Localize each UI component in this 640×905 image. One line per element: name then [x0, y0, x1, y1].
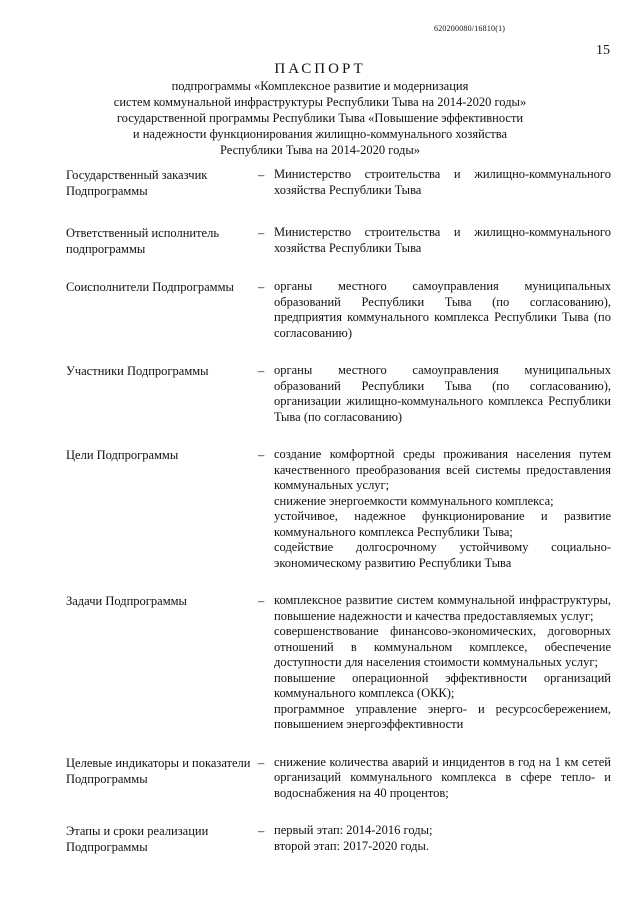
passport-row-goals — [66, 447, 611, 571]
row-label: Этапы и сроки реализации Подпрограммы — [66, 824, 209, 854]
passport-row-indicators — [66, 755, 611, 802]
row-dash: – — [258, 168, 265, 182]
passport-row-stages — [66, 823, 611, 855]
subtitle-line: систем коммунальной инфраструктуры Республики Тыва на 2014-2020 годы» — [113, 95, 527, 109]
row-dash: – — [258, 364, 265, 378]
subtitle-line: подпрограммы «Комплексное развитие и модернизация — [171, 79, 469, 93]
passport-row-tasks — [66, 593, 611, 733]
row-label: Целевые индикаторы и показатели Подпрограммы — [66, 755, 251, 786]
row-content: Министерство строительства и жилищно-коммунального хозяйства Республики Тыва — [274, 225, 611, 255]
row-label: Государственный заказчик Подпрограммы — [66, 168, 208, 198]
row-content: снижение количества аварий и инцидентов в год на 1 км сетей организаций коммунального комплекса в сфере тепло- и водоснабжения на 40 процентов; — [274, 754, 611, 800]
passport-row-participants — [66, 363, 611, 425]
row-content: органы местного самоуправления муниципальных образований Республики Тыва (по согласованию), организации жилищно-коммунального комплекса Республики Тыва (по согласованию) — [274, 363, 611, 424]
row-label: Ответственный исполнитель подпрограммы — [66, 226, 220, 256]
page-number: 15 — [596, 43, 610, 58]
passport-title: ПАСПОРТ — [274, 61, 366, 77]
row-dash: – — [258, 824, 265, 838]
row-content: Министерство строительства и жилищно-коммунального хозяйства Республики Тыва — [274, 167, 611, 197]
row-label: Участники Подпрограммы — [66, 364, 209, 378]
row-dash: – — [258, 448, 265, 462]
row-content: комплексное развитие систем коммунальной инфраструктуры, повышение надежности и качества предоставляемых услуг; совершенствование финансово-экономических, договорных отношений в коммунальном комплексе, обеспечение доступности для населения стоимости коммунальных услуг; повышение операционной эффективности организаций коммунального комплекса (ОКК); программное управление энерго- и ресурсосбережением, повышением энергоэффективности — [274, 593, 611, 731]
row-dash: – — [258, 594, 265, 608]
row-content: создание комфортной среды проживания населения путем качественного преобразования всей системы предоставления коммунальных услуг; снижение энергоемкости коммунального комплекса; устойчивое, надежное функционирование и развитие коммунального комплекса Республики Тыва; содействие долгосрочному устойчивому социально-экономическому развитию Республики Тыва — [274, 447, 611, 570]
passport-row-coexecutors — [66, 279, 611, 341]
passport-row-executor — [66, 225, 611, 257]
row-dash: – — [258, 755, 265, 770]
passport-row-customer — [66, 167, 611, 199]
row-dash: – — [258, 280, 265, 294]
document-id: 620200080/16810(1) — [434, 24, 506, 33]
row-dash: – — [258, 226, 265, 240]
subtitle-line: Республики Тыва на 2014-2020 годы» — [219, 143, 421, 157]
passport-subtitle — [0, 78, 640, 158]
subtitle-line: государственной программы Республики Тыва «Повышение эффективности — [116, 111, 524, 125]
row-label: Цели Подпрограммы — [66, 448, 179, 462]
row-label: Соисполнители Подпрограммы — [66, 280, 234, 294]
row-content: первый этап: 2014-2016 годы; второй этап: 2017-2020 годы. — [274, 823, 433, 853]
passport-table — [66, 167, 611, 855]
row-label: Задачи Подпрограммы — [66, 594, 187, 608]
subtitle-line: и надежности функционирования жилищно-коммунального хозяйства — [132, 127, 508, 141]
row-content: органы местного самоуправления муниципальных образований Республики Тыва (по согласованию), предприятия коммунального комплекса Республики Тыва (по согласованию) — [274, 279, 611, 340]
